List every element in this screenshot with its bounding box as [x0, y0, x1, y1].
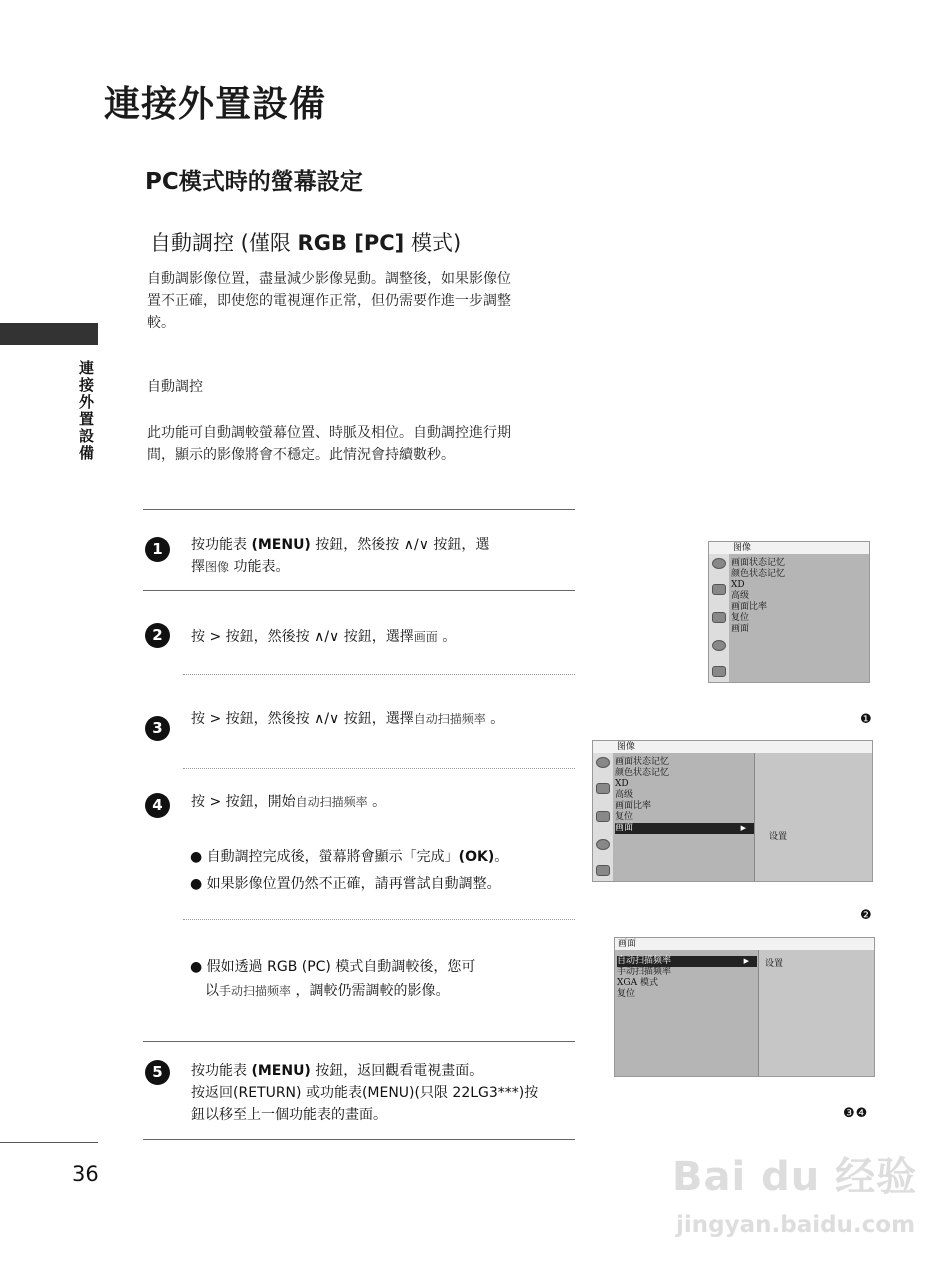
bullet-1: ● 自動調控完成後，螢幕將會顯示「完成」(OK)。 [190, 849, 509, 865]
menu-items: 画面状态记忆 颜色状态记忆 XD 高级 画面比率 复位 画面 [731, 558, 786, 634]
step-4-text: 按 > 按鈕，開始自动扫描频率 。 [191, 794, 387, 810]
watermark-url: jingyan.baidu.com [676, 1212, 916, 1238]
screenshot-label-1: ❶ [860, 712, 873, 727]
screen-icon [712, 584, 726, 595]
subsection-title: 自動調控 (僅限 RGB [PC] 模式) [150, 231, 462, 255]
step-number-5: 5 [145, 1060, 170, 1085]
page-title: 連接外置設備 [104, 84, 327, 125]
screenshot-label-3: ❸❹ [843, 1106, 869, 1121]
menu-screenshot-1 [708, 541, 870, 683]
screen-icon [596, 783, 610, 794]
menu-icon-column [709, 554, 729, 682]
bullet-3-cont: 以手动扫描频率 ，調較仍需調較的影像。 [205, 983, 450, 999]
divider [143, 590, 575, 591]
menu-items: 自动扫描频率 ▶ 手动扫描频率 XGA 模式 复位 [617, 956, 757, 1000]
menu-screenshot-2 [592, 740, 873, 882]
feature-title: 自動調控 [147, 379, 203, 395]
picture-icon [596, 757, 610, 768]
step-number-3: 3 [145, 716, 170, 741]
side-tab-label: 連接外置設備 [77, 360, 95, 462]
bullet-2: ● 如果影像位置仍然不正確，請再嘗試自動調整。 [190, 876, 501, 892]
menu-title: 图像 [709, 542, 869, 554]
screenshot-label-2: ❷ [860, 908, 873, 923]
menu-title: 画面 [615, 938, 874, 950]
step-number-2: 2 [145, 623, 170, 648]
feature-paragraph: 此功能可自動調較螢幕位置、時脈及相位。自動調控進行期 間，顯示的影像將會不穩定。此情況會持續數秒。 [147, 425, 511, 463]
menu-item-selected: 画面 ▶ [615, 823, 754, 834]
page-number: 36 [72, 1162, 99, 1186]
option-icon [712, 666, 726, 677]
step-5-text: 按功能表 (MENU) 按鈕，返回觀看電視畫面。 按返回(RETURN) 或功能表(MENU)(只限 22LG3***)按 鈕以移至上一個功能表的畫面。 [191, 1063, 539, 1123]
submenu-panel [754, 753, 872, 881]
submenu-value: 设置 [769, 832, 788, 842]
bullet-3: ● 假如透過 RGB (PC) 模式自動調較後，您可 [190, 959, 476, 975]
divider [143, 1139, 575, 1140]
clock-icon [596, 839, 610, 850]
menu-title: 图像 [593, 741, 872, 753]
step-2-text: 按 > 按鈕，然後按 ∧/∨ 按鈕，選擇画面 。 [191, 629, 457, 645]
dotted-divider [183, 768, 575, 769]
clock-icon [712, 640, 726, 651]
audio-icon [596, 811, 610, 822]
dotted-divider [183, 674, 575, 675]
intro-paragraph: 自動調影像位置，盡量減少影像晃動。調整後，如果影像位 置不正確，即使您的電視運作正常，但仍需要作進一步調整 較。 [147, 271, 511, 331]
divider [143, 509, 575, 510]
menu-item-selected: 自动扫描频率 ▶ [617, 956, 757, 967]
menu-screenshot-3 [614, 937, 875, 1077]
step-1-text: 按功能表 (MENU) 按鈕，然後按 ∧/∨ 按鈕，選 擇图像 功能表。 [191, 537, 490, 575]
side-tab-bar [0, 323, 98, 345]
section-title: PC模式時的螢幕設定 [145, 169, 363, 195]
menu-items: 画面状态记忆 颜色状态记忆 XD 高级 画面比率 复位 画面 ▶ [615, 757, 754, 834]
option-icon [596, 865, 610, 876]
menu-icon-column [593, 753, 613, 881]
submenu-value: 设置 [765, 959, 784, 969]
dotted-divider [183, 919, 575, 920]
audio-icon [712, 612, 726, 623]
divider [143, 1041, 575, 1042]
step-number-4: 4 [145, 793, 170, 818]
page-number-rule [0, 1142, 98, 1143]
submenu-panel [758, 950, 874, 1076]
picture-icon [712, 558, 726, 569]
step-number-1: 1 [145, 537, 170, 562]
step-3-text: 按 > 按鈕，然後按 ∧/∨ 按鈕，選擇自动扫描频率 。 [191, 711, 505, 727]
watermark-logo: Bai du 经验 [672, 1154, 918, 1200]
